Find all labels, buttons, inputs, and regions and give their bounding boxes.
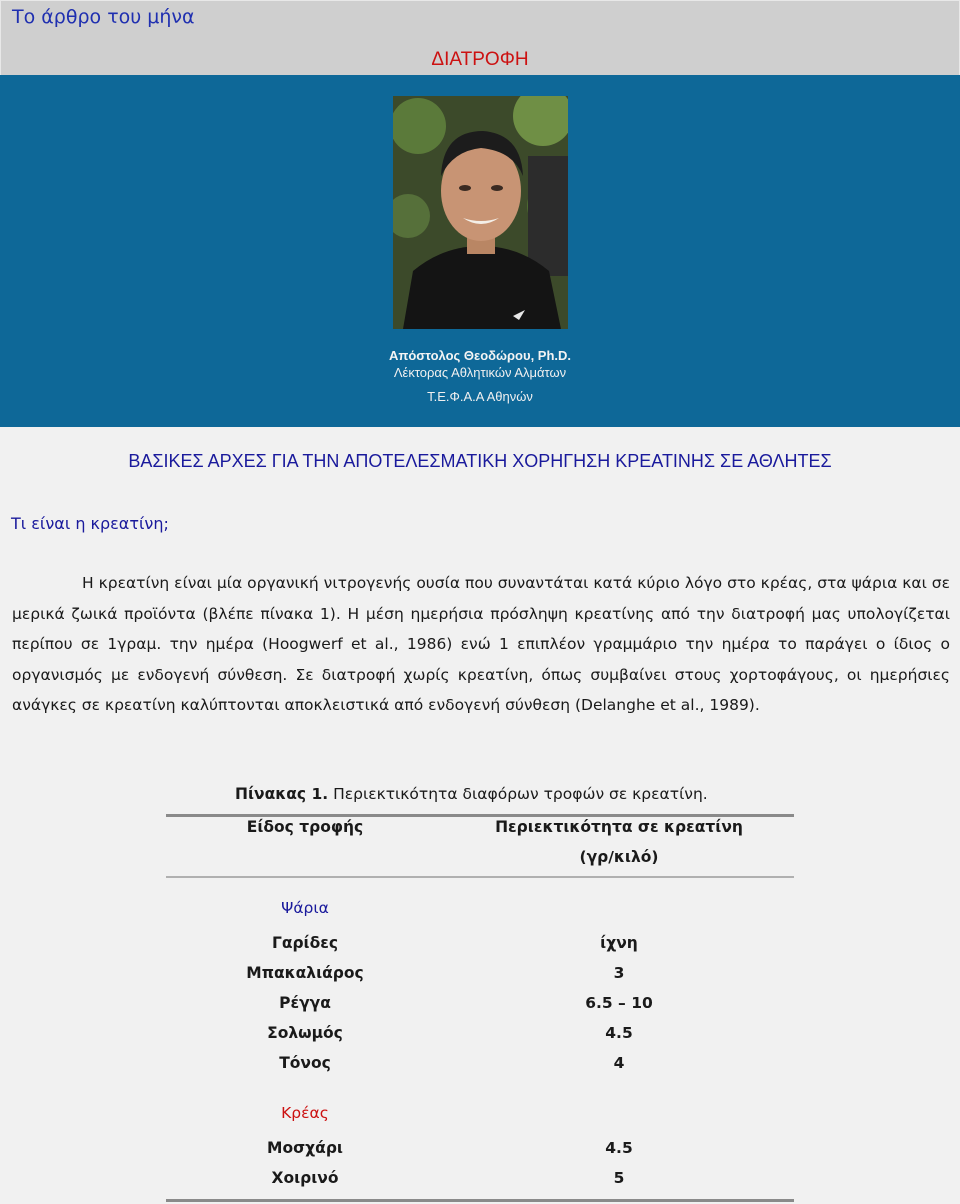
table-row-value: 4 (613, 1054, 625, 1072)
table-row-food: Ρέγγα (279, 994, 331, 1012)
table-header-unit: (γρ/κιλό) (579, 848, 659, 866)
section-title: ΔΙΑΤΡΟΦΗ (431, 49, 529, 70)
author-name: Απόστολος Θεοδώρου, Ph.D. (388, 348, 572, 363)
table-row-value: 6.5 – 10 (585, 994, 653, 1012)
author-banner (0, 75, 960, 427)
table-top-rule (166, 814, 794, 817)
article-headline: ΒΑΣΙΚΕΣ ΑΡΧΕΣ ΓΙΑ ΤΗΝ ΑΠΟΤΕΛΕΣΜΑΤΙΚΗ ΧΟΡΗΓΗΣΗ ΚΡΕΑΤΙΝΗΣ ΣΕ ΑΘΛΗΤΕΣ (128, 451, 832, 471)
table-row-value: 5 (613, 1169, 625, 1187)
article-body (0, 427, 960, 1204)
table-bottom-rule (166, 1199, 794, 1202)
table-row-value: 4.5 (605, 1139, 633, 1157)
author-photo (393, 96, 568, 329)
section-question: Τι είναι η κρεατίνη; (11, 514, 169, 533)
table-group-fish: Ψάρια (281, 899, 329, 917)
table-row-food: Μοσχάρι (267, 1139, 343, 1157)
table-header-rule (166, 876, 794, 878)
article-paragraph: Η κρεατίνη είναι μία οργανική νιτρογενής ουσία που συναντάται κατά κύριο λόγο στο κρέας, στα ψάρια και σε μερικά ζωικά προϊόντα (βλέπε πίνακα 1). Η μέση ημερήσια πρόσληψη κρεατίνης από την διατροφή μας υπολογίζεται περίπου σε 1γραμ. την ημέρα (Hoogwerf et al., 1986) ενώ 1 επιπλέον γραμμάριο την ημέρα το παράγει ο ίδιος ο οργανισμός με ενδογενή σύνθεση. Σε διατροφή χωρίς κρεατίνη, όπως συμβαίνει στους χορτοφάγους, οι ημερήσιες ανάγκες σε κρεατίνη καλύπτονται αποκλειστικά από ενδογενή σύνθεση (Delanghe et al., 1989). (12, 574, 950, 714)
table-caption (235, 785, 708, 803)
table-header-food: Είδος τροφής (246, 818, 364, 836)
top-bar (0, 0, 960, 76)
table-row-food: Σολωμός (267, 1024, 343, 1042)
table-row-value: ίχνη (600, 934, 638, 952)
page-title: Το άρθρο του μήνα (12, 6, 195, 28)
author-role: Λέκτορας Αθλητικών Αλμάτων (393, 365, 567, 380)
table-header-content: Περιεκτικότητα σε κρεατίνη (495, 818, 743, 836)
author-photo-image (393, 96, 568, 329)
table-group-meat: Κρέας (281, 1104, 329, 1122)
table-row-food: Τόνος (279, 1054, 331, 1072)
table-row-food: Γαρίδες (271, 934, 339, 952)
table-caption-label: Πίνακας 1. (235, 785, 329, 803)
table-row-food: Μπακαλιάρος (246, 964, 364, 982)
table-row-value: 4.5 (605, 1024, 633, 1042)
author-institution: Τ.Ε.Φ.Α.Α Αθηνών (427, 389, 533, 404)
table-row-food: Χοιρινό (271, 1169, 339, 1187)
table-row-value: 3 (613, 964, 625, 982)
table-caption-text: Περιεκτικότητα διαφόρων τροφών σε κρεατίνη. (333, 785, 708, 803)
